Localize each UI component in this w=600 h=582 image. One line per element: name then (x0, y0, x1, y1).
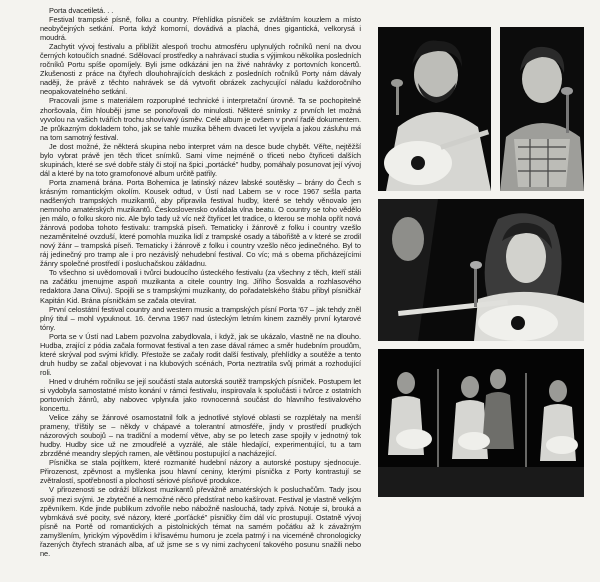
article-paragraph: Velice záhy se žánrové osamostatnil folk a jednotlivé stylové oblasti se rozplétaly na menší prameny, tříštily se – někdy v chápavé a tolerantní atmosféře, jindy v prostředí prudkých názorových soubojů – na tradiční a moderní větve, aby se po letech zase spojily v jednotný tok hudby. Hudby sice už ne zmoudřelé a vyzrálé, ale stále hledající, experimentující, tu a tam zbrzděné meandry slepých ramen, ale většinou postupující a nacházející. (40, 413, 361, 459)
article-paragraph: Hned v druhém ročníku se její součástí stala autorská soutěž trampských písniček. Postupem let si vydobyla samostatné místo konání v rámci festivalu, inspirovala k spolučásti i tvůrce z ostatních portovních žánrů, aby nabovec vplynula jako rovnocenná součást do hlavního festivalového koncertu. (40, 376, 361, 414)
article-paragraph: Porta dvacetiletá. . . (49, 6, 114, 15)
article-paragraph: Je dost možné, že některá skupina nebo interpret vám na desce bude chybět. Věřte, nejtěžší bylo vybrat právě jen těch třicet snímků. Sami víme nejméně o třiceti nebo čtyřiceti dalších skupinách, které se své dobře stály či stojí na špici „portácké" hudby, pomáhaly posunovat její vývoj dál a které by na toto gramofonové album určitě patřily. (40, 141, 361, 178)
band-on-stage-photo (378, 349, 584, 497)
article-paragraph: To všechno si uvědomovali i tvůrci budoucího ústeckého festivalu (za všechny z těch, kteří stáli na začátku jmenujme aspoň muzikanta a citele country Ing. Jiřího Šosvalda a rozhlasového redaktora Jana Olivu). Spojili se s trampskými muzikanty, do pořadatelského štábu přibyl písničkář Kapitán Kid. Brána písničkám se začala otevírat. (40, 268, 361, 305)
article-paragraph: První celostátní festival country and western music a trampských písní Porta '67 – jak tehdy zněl plný titul – mohl vypuknout. 16. června 1967 nad ústeckým letním kinem zazněly první kytarové tóny. (40, 304, 361, 332)
article-text-column (40, 6, 361, 578)
bearded-guitarist-singing-photo (378, 27, 491, 191)
long-haired-singer-with-guitar-photo (378, 199, 584, 341)
article-paragraph: Zachytit vývoj festivalu a přiblížit alespoň trochu atmosféru uplynulých ročníků není na dvou černých kotoučích snadné. Sdělovací prostředky a nahrávací studia s výjimkou několika posledních ročníků Portu spíše opomíjely. Byli jsme odkázáni jen na živé nahrávky z portovních koncertů. Zkušenosti z práce na čtyřech dlouhohrajících deskách z posledních ročníků Porty nám dávaly naději, že právě z těchto nahrávek se dá vytvořit obrázek zachycující náladu každoročního neopakovatelného setkání. (40, 42, 361, 97)
article-paragraph: V přirozenosti se odráží blízkost muzikantů převážně amatérských k posluchačům. Tady jsou svoji mezi svými. Je zbytečné a nemožné něco předstírat nebo kašírovat. Festival je vlastně velkým zpěvníkem. Kde jinde publikum zdvořile nebo nábožně naslouchá, tady zpívá. Notuje si, brouká a vybrnkává své pocity, své názory, které „porťácké" písničky čím dál víc prostupují. Ostatně vývoj písně na Portě od romantických a pistolnických témat na samém počátku až k závažným zamyšlením, lyrickým výpovědím i křísavému humoru je zcela patrný i na viceméně chronologicky řazených čtyřech stranách alba, ať už jsme se s vy nimi zachycení takového posunu snažili nebo ne. (40, 485, 361, 558)
article-paragraph: Festival trampské písně, folku a country. Přehlídka písniček se zvláštním kouzlem a místo neobyčejných setkání. Porta když komorní, dovádivá a plachá, dnes gigantická, velkorysá i moudrá. (40, 15, 361, 43)
article-paragraph: Písnička se stala pojítkem, které rozmanité hudební názory a autorské postupy sjednocuje. Přirozenost, zpěvnost a myšlenka jsou hlavní ceniny, kterými písnička z Porty kontrastují se zvětralostí, spotřebností a plochostí sériové písňové produkce. (40, 458, 361, 486)
article-paragraph: Porta znamená brána. Porta Bohemica je latinský název labské soutěsky – brány do Čech s krásným romantickým okolím. Kousek odtud, v Ústí nad Labem se v roce 1967 sešla parta nadšených trampských muzikantů, aby připravila festival hudby, které se tehdy věnovalo jen nemnoho amatérských muzikantů. Československo ovládala vlna beatu. O country se toho vědělo jen málo, o folku skoro nic. Ale bylo tady už víc než čtyřicet let tradice, o kterou se mohla opřít nová žánrová podoba tohoto festivalu: trampská píseň. Tematicky i žánrově z folku i country vzešlo nezaměnitelné ovzduší, které pomohla muzika lidí z trampské osady a tábořiště a v které se zrodil nový žánr – trampská píseň. Tematicky i žánrově z folku i country vzešlo něco jedinečného. Byl to ráj jedinečný pro tramp ale i pro nezávislý nehudební festival. Co víc; má s obema přicházejícími žánry společné prostředí i posluchačskou základnu. (40, 177, 361, 269)
guitarist-at-microphone-photo (500, 27, 584, 191)
article-paragraph: Pracovali jsme s materiálem rozporuplné technické i interpretační úrovně. Ta se pochopitelně zhoršovala, čím hlouběji jsme se ponořovali do minulosti. Některé snímky z prvních let možná vyvolou na vašich tvářích trochu shovívavý úsměv. Celé album je ovšem v první řadě dokumentem. Je průkazným dokladem toho, jak se tahle muzika během dvaceti let vyvíjela a jakou zásluhu má na tom samotný festival. (40, 96, 361, 142)
article-paragraph: Porta se v Ústí nad Labem pozvolna zabydlovala, i když, jak se ukázalo, vlastně ne na dlouho. Hudba, zrající z pódia začala formovat festival a ten zase dával rámec a směr hudebním proudům, které skrýval pod svými křídly. Přestože se začaly rodit další festivaly, přehlídky a soutěže a tento druh hudby se začal objevovat i na klubových scénách, Porta neztratila svůj primát a rozhodující roli. (40, 331, 361, 377)
